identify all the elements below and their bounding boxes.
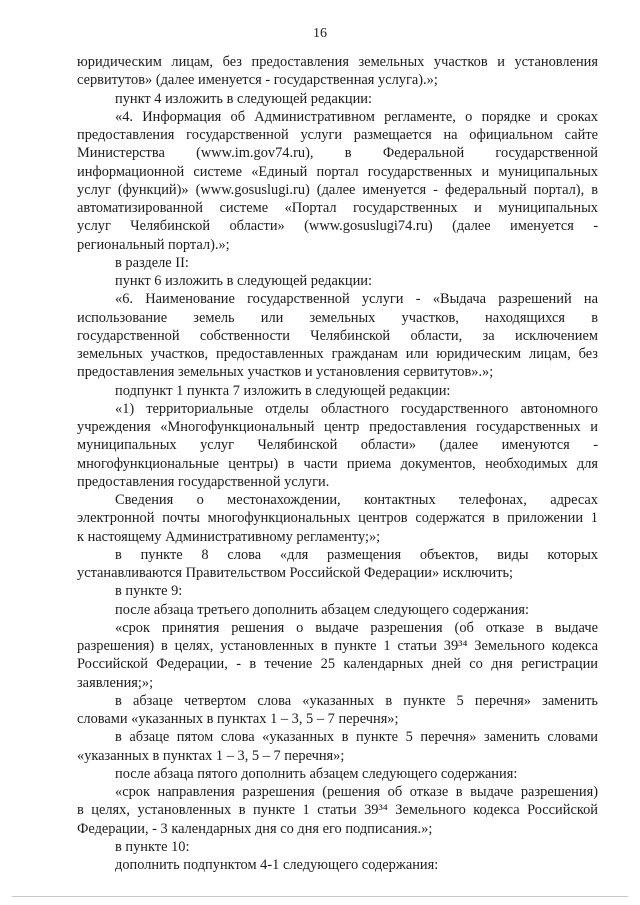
- text-line: после абзаца третьего дополнить абзацем следующего содержания:: [115, 601, 529, 618]
- text-line: «1) территориальные отделы областного государственного автономного: [115, 400, 598, 417]
- text-line: учреждения «Многофункциональный центр предоставления государственных и: [77, 419, 598, 435]
- text-line: «4. Информация об Административном регламенте, о порядке и сроках: [115, 108, 598, 125]
- text-line: словами «указанных в пунктах 1 – 3, 5 – 7 перечня»;: [77, 711, 399, 727]
- text-line: «срок направления разрешения (решения об отказе в выдаче разрешения): [115, 784, 598, 800]
- page-number: 16: [313, 26, 327, 41]
- text-line: предоставления земельных участков и установления сервитутов».»;: [77, 364, 494, 381]
- text-line: в пункте 9:: [115, 583, 183, 600]
- text-line: Федерации, - 3 календарных дня со дня его подписания.»;: [77, 820, 433, 837]
- text-line: юридическим лицам, без предоставления земельных участков и установления: [77, 54, 598, 70]
- text-line: автоматизированной системе «Портал государственных и муниципальных: [77, 200, 598, 216]
- text-line: после абзаца пятого дополнить абзацем следующего содержания:: [115, 765, 518, 782]
- text-line: в пункте 10:: [115, 838, 190, 855]
- text-line: «указанных в пунктах 1 – 3, 5 – 7 перечня»;: [77, 747, 345, 764]
- text-line: использование земель или земельных участков, находящихся в: [77, 309, 598, 326]
- text-line: устанавливаются Правительством Российской Федерации» исключить;: [77, 565, 514, 581]
- text-line: предоставления государственной услуги.: [77, 473, 330, 490]
- text-line: разрешения) в целях, установленных в пункте 1 статьи 39³⁴ Земельного кодекса: [77, 638, 598, 654]
- text-line: в пункте 8 слова «для размещения объектов, виды которых: [115, 546, 598, 563]
- text-line: «срок принятия решения о выдаче разрешения (об отказе в выдаче: [115, 619, 598, 636]
- text-line: дополнить подпунктом 4-1 следующего содержания:: [115, 857, 439, 873]
- text-line: информационной системе «Единый портал государственных и муниципальных: [77, 163, 598, 180]
- text-line: Российской Федерации, - в течение 25 календарных дней со дня регистрации: [77, 656, 598, 673]
- text-line: к настоящему Административному регламенту;»;: [77, 528, 381, 545]
- text-line: пункт 6 изложить в следующей редакции:: [115, 273, 372, 289]
- text-line: в целях, установленных в пункте 1 статьи 39³⁴ Земельного кодекса Российской: [77, 802, 598, 819]
- text-line: Сведения о местонахождении, контактных телефонах, адресах: [115, 492, 598, 508]
- text-line: региональный портал).»;: [77, 236, 230, 253]
- text-line: заявления;»;: [77, 674, 154, 691]
- text-line: «6. Наименование государственной услуги - «Выдача разрешений на: [115, 291, 598, 308]
- text-line: государственной собственности Челябинской области, за исключением: [77, 327, 598, 344]
- text-line: сервитутов» (далее именуется - государственная услуга).»;: [77, 72, 438, 89]
- text-line: муниципальных услуг Челябинской области» (далее именуются -: [77, 437, 598, 454]
- text-line: электронной почты многофункциональных центров содержатся в приложении 1: [77, 510, 598, 527]
- text-line: в абзаце четвертом слова «указанных в пункте 5 перечня» заменить: [115, 692, 598, 709]
- text-line: подпункт 1 пункта 7 изложить в следующей редакции:: [115, 382, 451, 399]
- text-line: пункт 4 изложить в следующей редакции:: [115, 90, 372, 107]
- text-line: Министерства (www.im.gov74.ru), в Федеральной государственной: [77, 145, 598, 162]
- text-line: в абзаце пятом слова «указанных в пункте 5 перечня» заменить словами: [115, 729, 598, 746]
- document-body: [77, 53, 598, 874]
- page-bottom-rule: [12, 896, 628, 897]
- text-line: земельных участков, предоставленных гражданам или юридическим лицам, без: [77, 346, 598, 362]
- text-line: многофункциональные центры) в части приема документов, необходимых для: [77, 455, 598, 472]
- text-line: в разделе II:: [115, 254, 189, 271]
- text-line: предоставления государственной услуги размещается на официальном сайте: [77, 127, 598, 143]
- text-line: услуг Челябинской области» (www.gosuslugi74.ru) (далее именуется -: [77, 218, 598, 235]
- text-line: услуг (функций)» (www.gosuslugi.ru) (далее именуется - федеральный портал), в: [77, 181, 598, 198]
